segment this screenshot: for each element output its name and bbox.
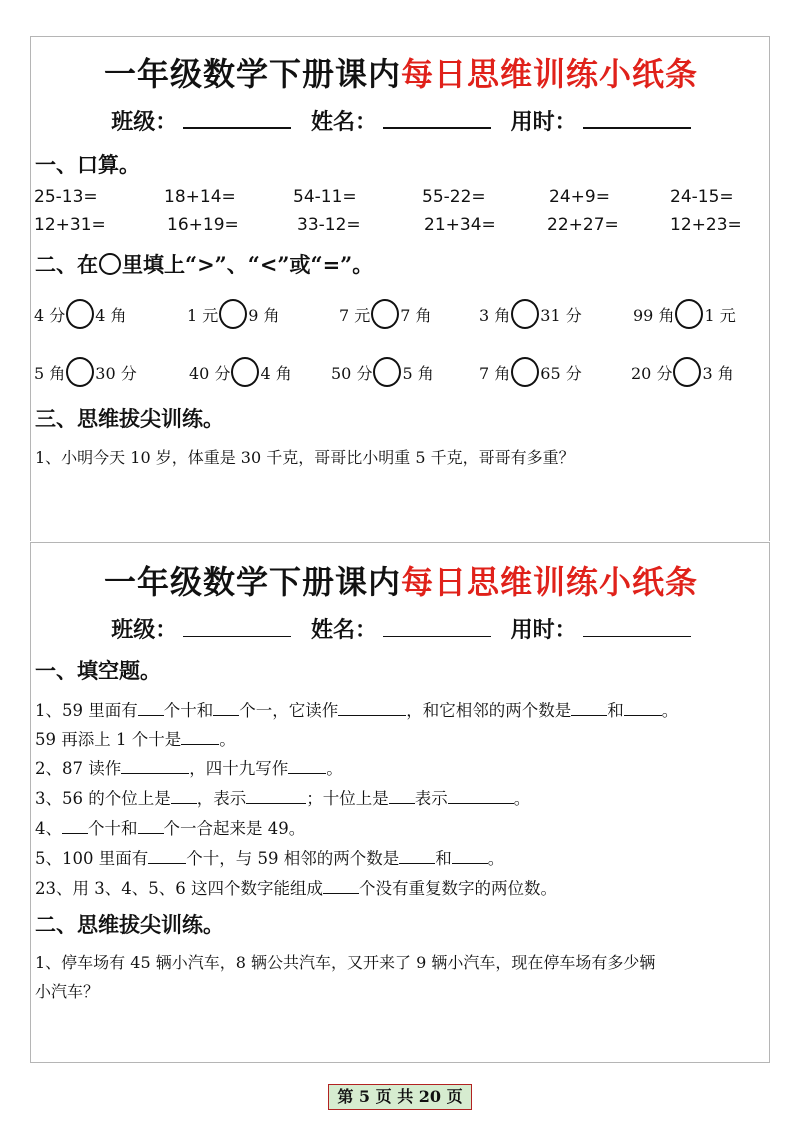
compare-item: 3 角 31 分 bbox=[479, 299, 582, 329]
fill-question-4: 4、 个十和 个一合起来是 49。 bbox=[35, 819, 306, 838]
calc-item: 16+19= bbox=[167, 215, 239, 235]
answer-blank[interactable] bbox=[213, 701, 239, 716]
name-blank[interactable] bbox=[383, 618, 491, 637]
fill-question-1: 1、59 里面有 个十和 个一，它读作 ，和它相邻的两个数是 和 。 bbox=[35, 701, 679, 720]
answer-blank[interactable] bbox=[323, 879, 359, 894]
calc-item: 12+23= bbox=[670, 215, 742, 235]
compare-circle[interactable] bbox=[675, 299, 703, 329]
answer-blank[interactable] bbox=[448, 789, 514, 804]
compare-item: 40 分 4 角 bbox=[189, 357, 292, 387]
class-label: 班级： bbox=[111, 617, 178, 643]
calc-item: 22+27= bbox=[547, 215, 619, 235]
compare-item: 7 角 65 分 bbox=[479, 357, 582, 387]
circle-icon bbox=[99, 253, 121, 275]
compare-item: 50 分 5 角 bbox=[331, 357, 434, 387]
calc-item: 25-13= bbox=[34, 187, 98, 207]
title-red: 每日思维训练小纸条 bbox=[401, 55, 699, 93]
answer-blank[interactable] bbox=[624, 701, 662, 716]
answer-blank[interactable] bbox=[171, 789, 197, 804]
compare-item: 4 分 4 角 bbox=[34, 299, 127, 329]
answer-blank[interactable] bbox=[288, 759, 326, 774]
fill-question-23: 23、用 3、4、5、6 这四个数字能组成 个没有重复数字的两位数。 bbox=[35, 879, 557, 898]
section-heading-compare: 二、在 里填上“>”、“<”或“=”。 bbox=[35, 252, 374, 277]
calc-item: 18+14= bbox=[164, 187, 236, 207]
fill-question-1b: 59 再添上 1 个十是 。 bbox=[35, 730, 236, 749]
compare-circle[interactable] bbox=[511, 357, 539, 387]
answer-blank[interactable] bbox=[121, 759, 189, 774]
title-black: 一年级数学下册课内 bbox=[103, 55, 401, 93]
word-problem: 1、小明今天 10 岁，体重是 30 千克，哥哥比小明重 5 千克，哥哥有多重？ bbox=[35, 448, 575, 467]
fill-question-5: 5、100 里面有 个十，与 59 相邻的两个数是 和 。 bbox=[35, 849, 505, 868]
compare-circle[interactable] bbox=[219, 299, 247, 329]
time-label: 用时： bbox=[510, 109, 577, 135]
calc-item: 33-12= bbox=[297, 215, 361, 235]
section-heading-fill: 一、填空题。 bbox=[35, 658, 161, 683]
calc-item: 21+34= bbox=[424, 215, 496, 235]
fill-question-2: 2、87 读作 ，四十九写作 。 bbox=[35, 759, 343, 778]
time-blank[interactable] bbox=[583, 618, 691, 637]
calc-item: 24-15= bbox=[670, 187, 734, 207]
word-problem-line-2: 小汽车？ bbox=[35, 982, 100, 1001]
answer-blank[interactable] bbox=[138, 701, 164, 716]
compare-circle[interactable] bbox=[673, 357, 701, 387]
section-heading-oral: 一、口算。 bbox=[35, 152, 140, 177]
compare-circle[interactable] bbox=[66, 299, 94, 329]
calc-item: 55-22= bbox=[422, 187, 486, 207]
name-label: 姓名： bbox=[310, 109, 377, 135]
card-title bbox=[31, 49, 771, 95]
compare-circle[interactable] bbox=[373, 357, 401, 387]
compare-item: 5 角 30 分 bbox=[34, 357, 137, 387]
info-row bbox=[31, 105, 771, 136]
answer-blank[interactable] bbox=[246, 789, 306, 804]
answer-blank[interactable] bbox=[399, 849, 435, 864]
title-red: 每日思维训练小纸条 bbox=[401, 563, 699, 601]
card-title bbox=[31, 557, 771, 603]
name-blank[interactable] bbox=[383, 109, 491, 129]
answer-blank[interactable] bbox=[148, 849, 186, 864]
page-number-badge: 第 5 页 共 20 页 bbox=[328, 1084, 472, 1110]
word-problem-line-1: 1、停车场有 45 辆小汽车，8 辆公共汽车，又开来了 9 辆小汽车，现在停车场有多少辆 bbox=[35, 953, 656, 972]
compare-circle[interactable] bbox=[231, 357, 259, 387]
answer-blank[interactable] bbox=[389, 789, 415, 804]
worksheet-card-2 bbox=[30, 543, 770, 1063]
answer-blank[interactable] bbox=[62, 819, 88, 834]
compare-circle[interactable] bbox=[371, 299, 399, 329]
calc-item: 12+31= bbox=[34, 215, 106, 235]
class-blank[interactable] bbox=[183, 618, 291, 637]
calc-item: 24+9= bbox=[549, 187, 610, 207]
compare-item: 7 元 7 角 bbox=[339, 299, 432, 329]
calc-item: 54-11= bbox=[293, 187, 357, 207]
answer-blank[interactable] bbox=[452, 849, 488, 864]
section-heading-thinking: 三、思维拔尖训练。 bbox=[35, 406, 224, 431]
compare-item: 99 角 1 元 bbox=[633, 299, 736, 329]
title-black: 一年级数学下册课内 bbox=[103, 563, 401, 601]
answer-blank[interactable] bbox=[571, 701, 607, 716]
section-heading-thinking: 二、思维拔尖训练。 bbox=[35, 912, 224, 937]
info-row bbox=[31, 613, 771, 644]
answer-blank[interactable] bbox=[138, 819, 164, 834]
compare-circle[interactable] bbox=[66, 357, 94, 387]
class-label: 班级： bbox=[111, 109, 178, 135]
time-label: 用时： bbox=[510, 617, 577, 643]
time-blank[interactable] bbox=[583, 109, 691, 129]
fill-question-3: 3、56 的个位上是 ，表示 ；十位上是 表示 。 bbox=[35, 789, 531, 808]
compare-item: 20 分 3 角 bbox=[631, 357, 734, 387]
class-blank[interactable] bbox=[183, 109, 291, 129]
answer-blank[interactable] bbox=[181, 730, 219, 745]
name-label: 姓名： bbox=[310, 617, 377, 643]
answer-blank[interactable] bbox=[338, 701, 406, 716]
compare-circle[interactable] bbox=[511, 299, 539, 329]
worksheet-card-1 bbox=[30, 36, 770, 541]
compare-item: 1 元 9 角 bbox=[187, 299, 280, 329]
